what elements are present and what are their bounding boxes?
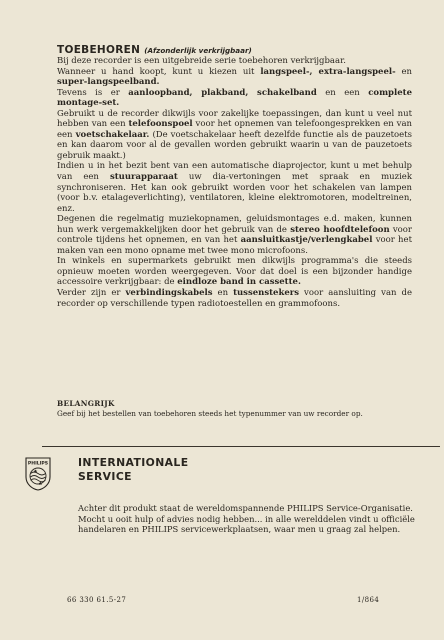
bold-run: tussenstekers bbox=[233, 288, 300, 299]
service-body bbox=[78, 503, 418, 535]
text-run: Degenen die regelmatig muziekopnamen, geluidsmontages e.d. maken, kunnen hun werk vergemakkelijken door het gebruik van de bbox=[57, 214, 412, 235]
important-title: BELANGRIJK bbox=[57, 399, 115, 408]
section-heading bbox=[57, 38, 252, 57]
print-code: 66 330 61.5-27 bbox=[67, 596, 127, 604]
bold-run: super-langspeelband. bbox=[57, 77, 160, 88]
text-run: Wanneer u hand koopt, kunt u kiezen uit bbox=[57, 66, 261, 77]
service-paragraph: Mocht u ooit hulp of advies nodig hebben... in alle werelddelen vindt u officiële handelaren en PHILIPS servicewerkplaatsen, waar men u graag zal helpen. bbox=[78, 513, 415, 535]
text-run: Gebruikt u de recorder dikwijls voor zakelijke toepassingen, dan kunt u veel nut hebben van een bbox=[57, 108, 412, 130]
service-title-line2: SERVICE bbox=[78, 469, 132, 483]
text-run: uw dia-vertoningen met spraak en muziek synchroniseren. Het kan ook gebruikt worden voor het schakelen van lampen (voor b.v. etalageverlichting), ventilatoren, kleine elektromotoren, modeltreinen, enz. bbox=[57, 172, 412, 214]
text-run: Tevens is er bbox=[57, 87, 129, 98]
bold-run: langspeel-, extra-langspeel- bbox=[260, 66, 396, 77]
bold-run: voetschakelaar. bbox=[75, 129, 150, 140]
text-run: (De voetschakelaar heeft dezelfde functie als de pauzetoets en kan daarom voor al de gevallen worden gebruikt waarin u van de pauzetoets gebruik maakt.) bbox=[57, 129, 412, 161]
paragraph bbox=[57, 161, 412, 214]
bold-run: aansluitkastje/verlengkabel bbox=[240, 235, 373, 246]
bold-run: complete montage-set. bbox=[57, 87, 412, 109]
bold-run: stuurapparaat bbox=[109, 172, 178, 183]
section-divider bbox=[42, 446, 440, 447]
paragraph bbox=[57, 288, 412, 309]
text-run: voor aansluiting van de recorder op verschillende typen radiotoestellen en grammofoons. bbox=[57, 288, 412, 309]
text-run: Indien u in het bezit bent van een automatische diaprojector, kunt u met behulp van een bbox=[57, 161, 412, 183]
important-note bbox=[57, 399, 412, 419]
text-run: voor het opnemen van telefoongesprekken en van een bbox=[57, 119, 412, 140]
paragraph bbox=[57, 256, 412, 288]
text-run: Bij deze recorder is een uitgebreide serie toebehoren verkrijgbaar. bbox=[57, 56, 346, 66]
heading-title: TOEBEHOREN bbox=[57, 44, 141, 56]
paragraph bbox=[57, 109, 412, 162]
text-run: In winkels en supermarkets gebruikt men dikwijls programma's die steeds opnieuw moeten worden weergegeven. Voor dat doel is een bijzonder handige accessoire verkrijgbaar: de bbox=[57, 256, 412, 288]
service-paragraph: Achter dit produkt staat de wereldomspannende PHILIPS Service-Organisatie. bbox=[78, 503, 413, 513]
bold-run: eindloze band in cassette. bbox=[177, 277, 301, 288]
bold-run: stereo hoofdtelefoon bbox=[290, 224, 390, 235]
paragraph bbox=[57, 88, 412, 109]
text-run: en bbox=[395, 66, 412, 77]
service-title bbox=[78, 456, 188, 483]
accessories-body bbox=[57, 56, 412, 309]
paragraph bbox=[57, 56, 412, 67]
bold-run: telefoonspoel bbox=[128, 119, 193, 130]
bold-run: aanloopband, plakband, schakelband bbox=[128, 87, 317, 98]
paragraph bbox=[57, 214, 412, 256]
text-run: voor controle tijdens het opnemen, en van het bbox=[57, 224, 412, 246]
bold-run: verbindingskabels bbox=[125, 288, 213, 299]
service-title-line1: INTERNATIONALE bbox=[78, 456, 189, 469]
philips-logo bbox=[25, 457, 51, 495]
logo-text: PHILIPS bbox=[27, 461, 49, 467]
text-run: Verder zijn er bbox=[57, 288, 126, 299]
text-run: en bbox=[212, 288, 234, 299]
philips-shield-icon bbox=[25, 457, 51, 491]
page-reference: 1/864 bbox=[357, 596, 380, 604]
paragraph bbox=[57, 67, 412, 88]
text-run: en een bbox=[316, 87, 369, 98]
heading-subtitle: (Afzonderlijk verkrijgbaar) bbox=[144, 46, 252, 55]
text-run: voor het maken van een mono opname met twee mono microfoons. bbox=[57, 235, 412, 256]
important-text: Geef bij het bestellen van toebehoren steeds het typenummer van uw recorder op. bbox=[57, 409, 363, 419]
